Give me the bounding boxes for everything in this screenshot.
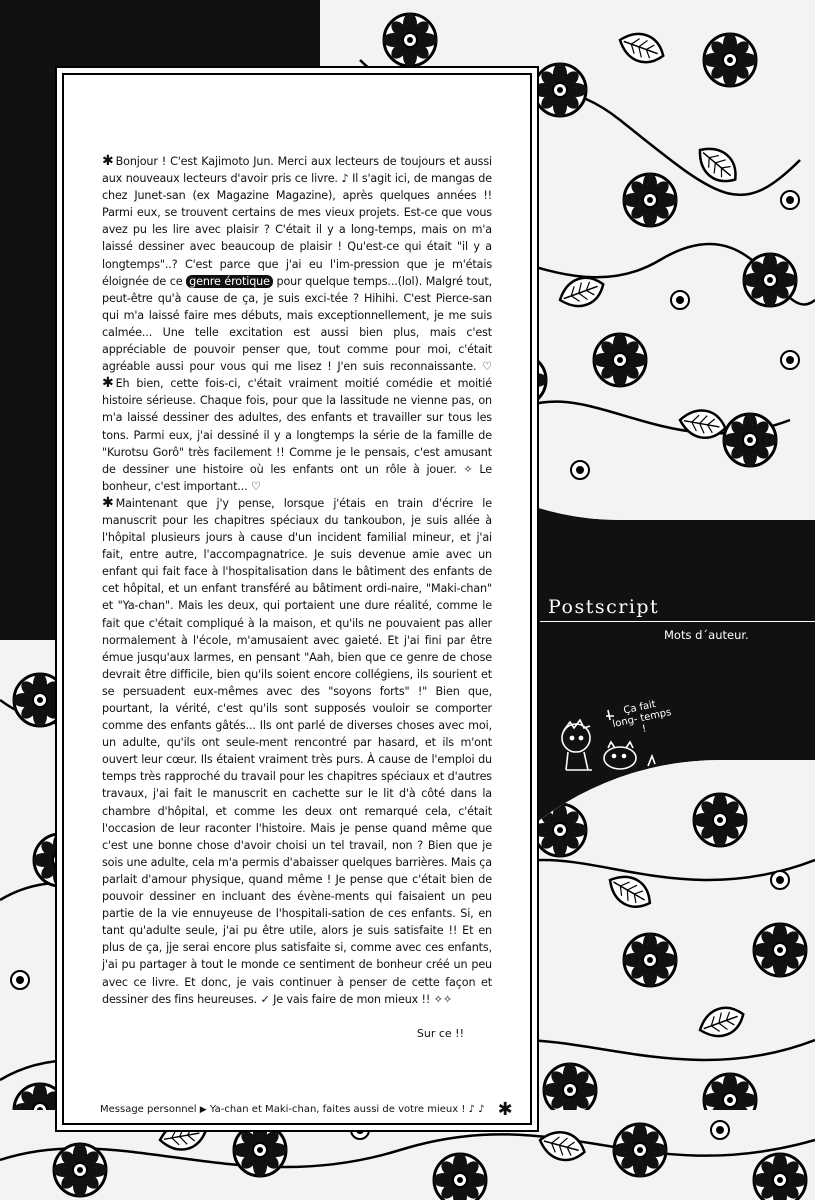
letter-body — [102, 153, 492, 1008]
message-label: Message personnel — [100, 1104, 197, 1115]
highlight-genre: genre érotique — [186, 275, 273, 288]
chibi-speech-text: Ça fait long- temps ! — [611, 698, 673, 736]
message-text: Ya-chan et Maki-chan, faites aussi de votre mieux ! ♪ ♪ — [209, 1104, 485, 1115]
arrow-right-icon: ▶ — [199, 1105, 207, 1115]
paragraph-hospital-story: Maintenant que j'y pense, lorsque j'étais en train d'écrire le manuscrit pour les chapitres spéciaux du tankoubon, je suis allée à l'hôpital plusieurs jours à cause d'un incident familial mineur, et j'ai fait, entre autre, l'accompagnatrice. Je suis devenue amie avec un enfant qui fait face à l'hospitalisation dans le bâtiment des enfants de cet hôpital, et un enfant transféré au bâtiment ordi-naire, "Maki-chan" et "Ya-chan". Mais les deux, qui portaient une dure réalité, comme le fait que c'était compliqué à la maison, et qu'ils ne pouvaient pas aller normalement à l'école, m'amusaient avec gaieté. Et j'ai fini par être émue jusqu'aux larmes, en pensant "Aah, bien que ce genre de chose devrait être difficile, bien qu'ils soient encore collégiens, ils sourient et se persuadent eux-mêmes avec des "soyons forts" !" Bien que, pourtant, la vérité, c'est qu'ils sont supposés vouloir se comporter comme des enfants gâtés... Ils ont parlé de diverses choses avec moi, un adulte, qu'ils ont seule-ment rencontré par hasard, et ils m'ont ouvert leur cœur. Ils étaient vraiment très purs. À cause de l'emploi du temps très rapproché du travail pour les chapitres spéciaux et d'autres travaux, j'ai fait le manuscrit en cachette sur le lit d'à côté dans la chambre d'hôpital, et comme les deux ont remarqué cela, c'était l'occasion de leur raconter l'histoire. Mais je pense quand même que c'est une bonne chose d'avoir choisi un tel travail, non ? Bien que je sois une adulte, cela m'a permis d'abaisser quelques barrières. Mais ça parlait d'amour physique, quand même ! Je pense que c'était bien de pouvoir dessiner en incluant des évène-ments qui faisaient un peu partie de la vie ennuyeuse de l'hospitali-sation de ces enfants. Si, en tant qu'adulte seule, j'ai pu être utile, alors je suis satisfaite !! Et en plus de ça, jje serai encore plus satisfaite si, comme avec ces enfants, j'ai pu partager à tout le monde ce sentiment de bonheur créé un peu avec ce livre. Et donc, je vais continuer à penser de cette façon et dessiner des fins heureuses. ✓ Je vais faire de mon mieux !! ✧✧ — [102, 496, 492, 1006]
asterisk-flower-icon: ✱ — [497, 1099, 513, 1120]
asterisk-flower-icon: ✱ — [102, 494, 114, 511]
postscript-divider — [540, 621, 815, 622]
paragraph-greeting: Bonjour ! C'est Kajimoto Jun. Merci aux lecteurs de toujours et aussi aux nouveaux lecteurs d'avoir pris ce livre. ♪ Il s'agit ici, de mangas de chez Junet-san (ex Magazine Magazine), après quelques années !! Parmi eux, se trouvent certains de mes vieux projets. Est-ce que vous avez pu les lire avec plaisir ? C'était il y a long-temps, mais on m'a laissé dessiner avec beaucoup de plaisir ! Qu'est-ce qui était "il y a longtemps"..? C'est parce que j'ai eu l'im-pression que je m'étais éloignée de ce — [102, 155, 492, 288]
postscript-title: Postscript — [548, 596, 660, 618]
personal-message — [100, 1096, 513, 1120]
paragraph-greeting-continued: pour quelque temps...(lol). Malgré tout, peut-être qu'à cause de ça, je suis exci-tée ? Hihihi. C'est Pierce-san qui m'a laissé faire mes débuts, mais exceptionnellement, je me suis calmée... Une telle excitation est aussi bien plus, mais c'est appréciable de pouvoir penser que, tout comme pour moi, c'était agréable aussi pour vous qui me lisez ! J'en suis reconnaissante. ♡ — [102, 274, 493, 374]
sign-off: Sur ce !! — [416, 1027, 464, 1040]
postscript-subtitle: Mots d´auteur. — [664, 628, 749, 642]
postscript-text-panel — [62, 73, 532, 1125]
paragraph-this-volume: Eh bien, cette fois-ci, c'était vraiment moitié comédie et moitié histoire sérieuse. Chaque fois, pour que la lassitude ne vienne pas, on m'a laissé dessiner des adultes, des enfants et travailler sur tous les tons. Parmi eux, j'ai dessiné il y a longtemps la série de la famille de "Kurotsu Gorô" très facilement !! Comme je le pensais, c'est amusant de dessiner une histoire où les enfants ont un rôle à jouer. ✧ Le bonheur, c'est important... ♡ — [102, 377, 492, 493]
asterisk-flower-icon: ✱ — [102, 153, 114, 169]
asterisk-flower-icon: ✱ — [102, 375, 114, 392]
